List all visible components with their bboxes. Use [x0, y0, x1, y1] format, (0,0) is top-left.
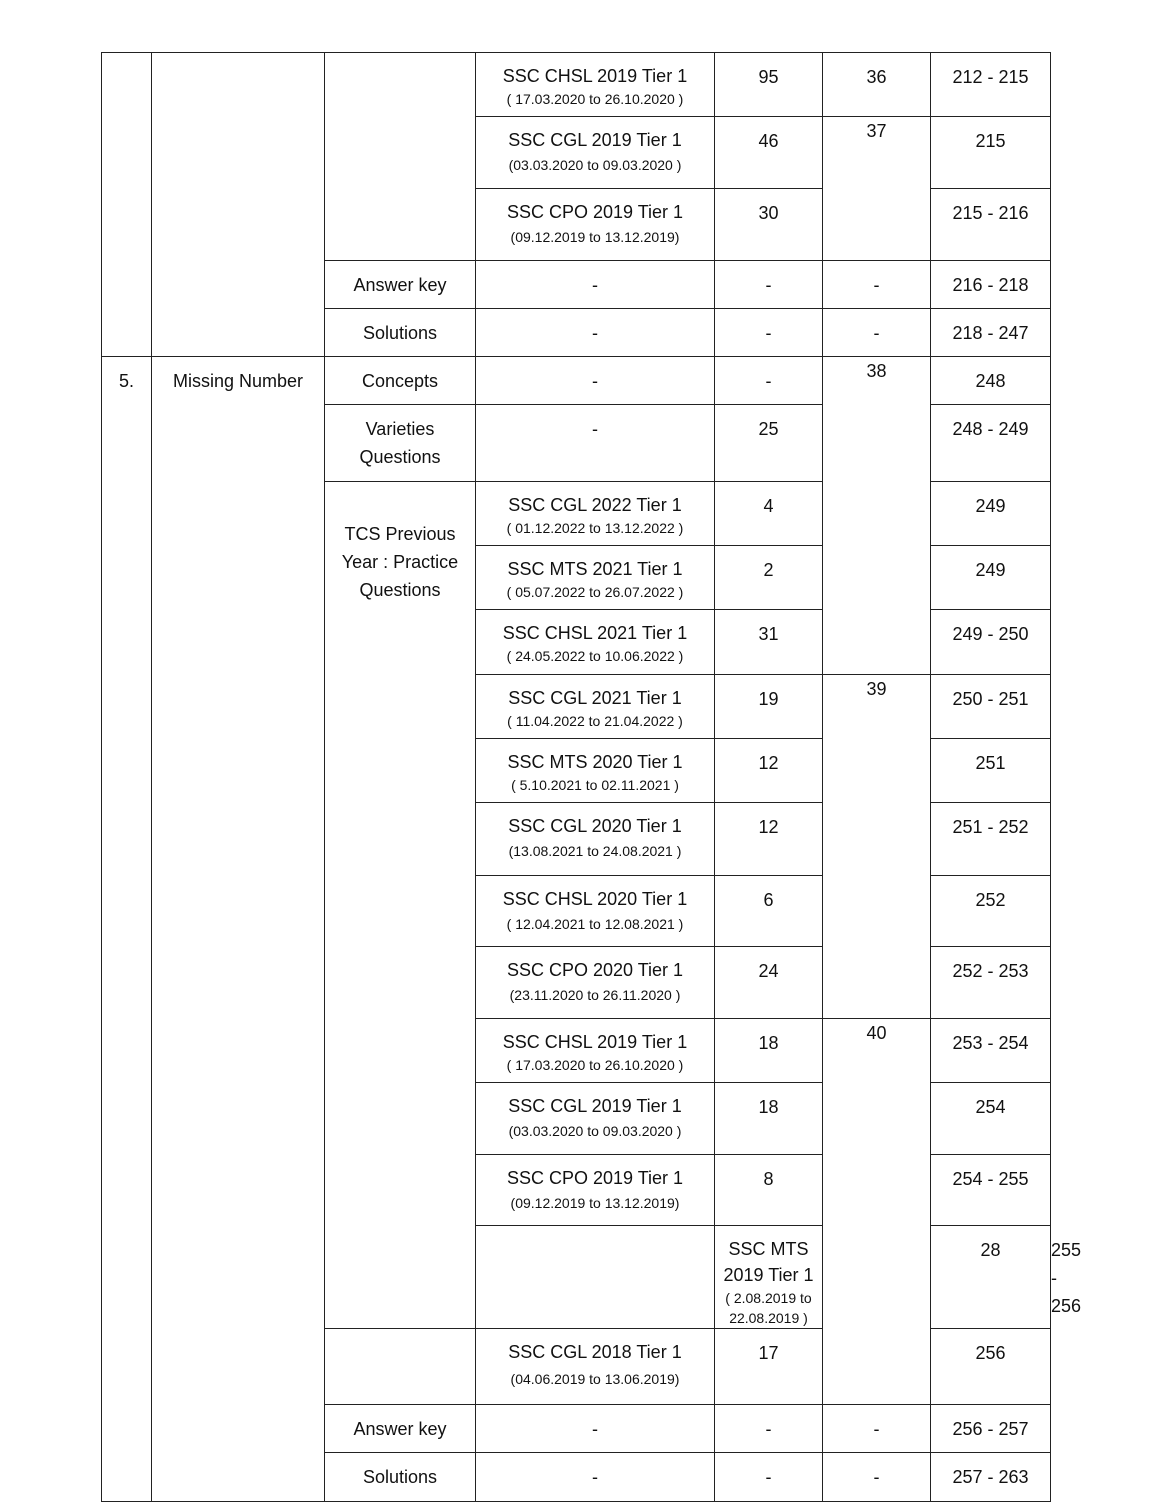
- question-count: -: [715, 1405, 823, 1453]
- page-range: 248: [931, 357, 1051, 405]
- exam-name: SSC MTS 2021 Tier 1: [507, 559, 683, 579]
- exam-cell: [476, 739, 715, 803]
- page-range: 252 - 253: [931, 947, 1051, 1019]
- exam-name: SSC CPO 2019 Tier 1: [506, 202, 684, 222]
- topic-title: Missing Number: [152, 357, 325, 1502]
- answer-key-label: Answer key: [325, 1405, 476, 1453]
- exam-cell: [476, 1155, 715, 1226]
- exam-cell: -: [476, 405, 715, 482]
- section-cell-empty: [325, 1329, 476, 1405]
- question-count: 25: [715, 405, 823, 482]
- set-number: -: [823, 1405, 931, 1453]
- page-range: 215 - 216: [931, 189, 1051, 261]
- exam-name: SSC CGL 2022 Tier 1: [508, 495, 682, 515]
- question-count: 12: [715, 739, 823, 803]
- exam-dates: ( 24.05.2022 to 10.06.2022 ): [506, 648, 684, 664]
- exam-dates: (09.12.2019 to 13.12.2019): [510, 1195, 680, 1211]
- exam-cell: [476, 189, 715, 261]
- serial-number: 5.: [102, 357, 152, 1502]
- set-number: 40: [823, 1019, 931, 1405]
- question-count: -: [715, 1453, 823, 1502]
- question-count: -: [715, 309, 823, 357]
- page-range: 254 - 255: [931, 1155, 1051, 1226]
- question-count: 24: [715, 947, 823, 1019]
- answer-key-label: Answer key: [325, 261, 476, 309]
- exam-dates: ( 2.08.2019 to 22.08.2019 ): [725, 1290, 812, 1326]
- page-range: 256: [931, 1329, 1051, 1405]
- question-count: 18: [715, 1019, 823, 1083]
- exam-dates: ( 05.07.2022 to 26.07.2022 ): [506, 584, 684, 600]
- exam-dates: ( 17.03.2020 to 26.10.2020 ): [506, 91, 684, 107]
- question-count: 46: [715, 117, 823, 189]
- exam-cell: [476, 876, 715, 947]
- set-number: -: [823, 309, 931, 357]
- topic-cell-empty: [152, 53, 325, 357]
- section-cell-empty: [325, 53, 476, 261]
- exam-dates: (23.11.2020 to 26.11.2020 ): [509, 987, 681, 1003]
- exam-dates: ( 01.12.2022 to 13.12.2022 ): [506, 520, 684, 536]
- exam-name: SSC CPO 2020 Tier 1: [506, 960, 684, 980]
- page-range: 257 - 263: [931, 1453, 1051, 1502]
- question-count: 17: [715, 1329, 823, 1405]
- exam-dates: (04.06.2019 to 13.06.2019): [510, 1371, 680, 1387]
- page-range: 256 - 257: [931, 1405, 1051, 1453]
- exam-name: SSC MTS 2020 Tier 1: [507, 752, 683, 772]
- question-count: 30: [715, 189, 823, 261]
- page-range: 254: [931, 1083, 1051, 1155]
- set-number: 37: [823, 117, 931, 261]
- exam-cell: [476, 53, 715, 117]
- solutions-label: Solutions: [325, 309, 476, 357]
- exam-cell: [476, 1019, 715, 1083]
- page-range: 212 - 215: [931, 53, 1051, 117]
- set-number: 39: [823, 675, 931, 1019]
- question-count: 28: [931, 1226, 1051, 1329]
- concepts-label: Concepts: [325, 357, 476, 405]
- question-count: 8: [715, 1155, 823, 1226]
- question-count: -: [715, 357, 823, 405]
- exam-cell: [476, 117, 715, 189]
- exam-dates: (03.03.2020 to 09.03.2020 ): [508, 1123, 682, 1139]
- section-cell-empty: [476, 1226, 715, 1329]
- table-row: [102, 357, 1051, 405]
- exam-cell: [476, 803, 715, 876]
- exam-cell: [476, 546, 715, 610]
- exam-name: SSC CHSL 2021 Tier 1: [502, 623, 688, 643]
- set-number: 36: [823, 53, 931, 117]
- set-number: -: [823, 1453, 931, 1502]
- exam-name: SSC CHSL 2020 Tier 1: [502, 889, 688, 909]
- page-range: 248 - 249: [931, 405, 1051, 482]
- exam-dates: ( 5.10.2021 to 02.11.2021 ): [511, 777, 679, 793]
- question-count: 4: [715, 482, 823, 546]
- exam-cell: -: [476, 1453, 715, 1502]
- exam-name: SSC CGL 2019 Tier 1: [508, 130, 682, 150]
- exam-name: SSC CGL 2019 Tier 1: [508, 1096, 682, 1116]
- exam-cell: -: [476, 357, 715, 405]
- exam-cell: [476, 947, 715, 1019]
- question-count: 2: [715, 546, 823, 610]
- varieties-text: Varieties Questions: [359, 419, 441, 467]
- exam-name: SSC CPO 2019 Tier 1: [506, 1168, 684, 1188]
- question-count: 19: [715, 675, 823, 739]
- exam-dates: ( 17.03.2020 to 26.10.2020 ): [506, 1057, 684, 1073]
- tcs-section-label: [325, 482, 476, 1329]
- question-count: 12: [715, 803, 823, 876]
- question-count: 6: [715, 876, 823, 947]
- page-range: 216 - 218: [931, 261, 1051, 309]
- exam-dates: (13.08.2021 to 24.08.2021 ): [508, 843, 682, 859]
- set-number: -: [823, 261, 931, 309]
- exam-cell: [715, 1226, 823, 1329]
- varieties-label: [325, 405, 476, 482]
- question-count: -: [715, 261, 823, 309]
- contents-table: [101, 52, 1082, 1502]
- page-range: 215: [931, 117, 1051, 189]
- page-range: 250 - 251: [931, 675, 1051, 739]
- question-count: 31: [715, 610, 823, 675]
- exam-cell: [476, 1329, 715, 1405]
- page-range: 251 - 252: [931, 803, 1051, 876]
- solutions-label: Solutions: [325, 1453, 476, 1502]
- exam-name: SSC CHSL 2019 Tier 1: [502, 1032, 688, 1052]
- exam-name: SSC CGL 2021 Tier 1: [508, 688, 682, 708]
- exam-cell: [476, 1083, 715, 1155]
- question-count: 95: [715, 53, 823, 117]
- exam-name: SSC CHSL 2019 Tier 1: [502, 66, 688, 86]
- table-row: [102, 53, 1051, 117]
- exam-cell: [476, 610, 715, 675]
- exam-name: SSC CGL 2018 Tier 1: [508, 1342, 682, 1362]
- exam-cell: [476, 482, 715, 546]
- page-range: 249 - 250: [931, 610, 1051, 675]
- exam-cell: -: [476, 309, 715, 357]
- exam-cell: -: [476, 1405, 715, 1453]
- question-count: 18: [715, 1083, 823, 1155]
- set-number: 38: [823, 357, 931, 675]
- exam-cell: -: [476, 261, 715, 309]
- exam-dates: (09.12.2019 to 13.12.2019): [510, 229, 680, 245]
- page-range: 252: [931, 876, 1051, 947]
- page-range: 249: [931, 546, 1051, 610]
- exam-dates: ( 12.04.2021 to 12.08.2021 ): [506, 916, 684, 932]
- exam-cell: [476, 675, 715, 739]
- page-range: 253 - 254: [931, 1019, 1051, 1083]
- exam-dates: (03.03.2020 to 09.03.2020 ): [508, 157, 682, 173]
- sno-cell-empty: [102, 53, 152, 357]
- page-range: 249: [931, 482, 1051, 546]
- exam-name: SSC MTS 2019 Tier 1: [723, 1239, 814, 1285]
- exam-dates: ( 11.04.2022 to 21.04.2022 ): [507, 713, 683, 729]
- table-row: SSC MTS 2019 Tier 1 ( 2.08.2019 to 22.08.2019 ) 28 255 - 256: [102, 1226, 1051, 1329]
- page-range: 218 - 247: [931, 309, 1051, 357]
- tcs-label-text: TCS Previous Year : Practice Questions: [341, 524, 459, 600]
- page-range: 251: [931, 739, 1051, 803]
- exam-name: SSC CGL 2020 Tier 1: [508, 816, 682, 836]
